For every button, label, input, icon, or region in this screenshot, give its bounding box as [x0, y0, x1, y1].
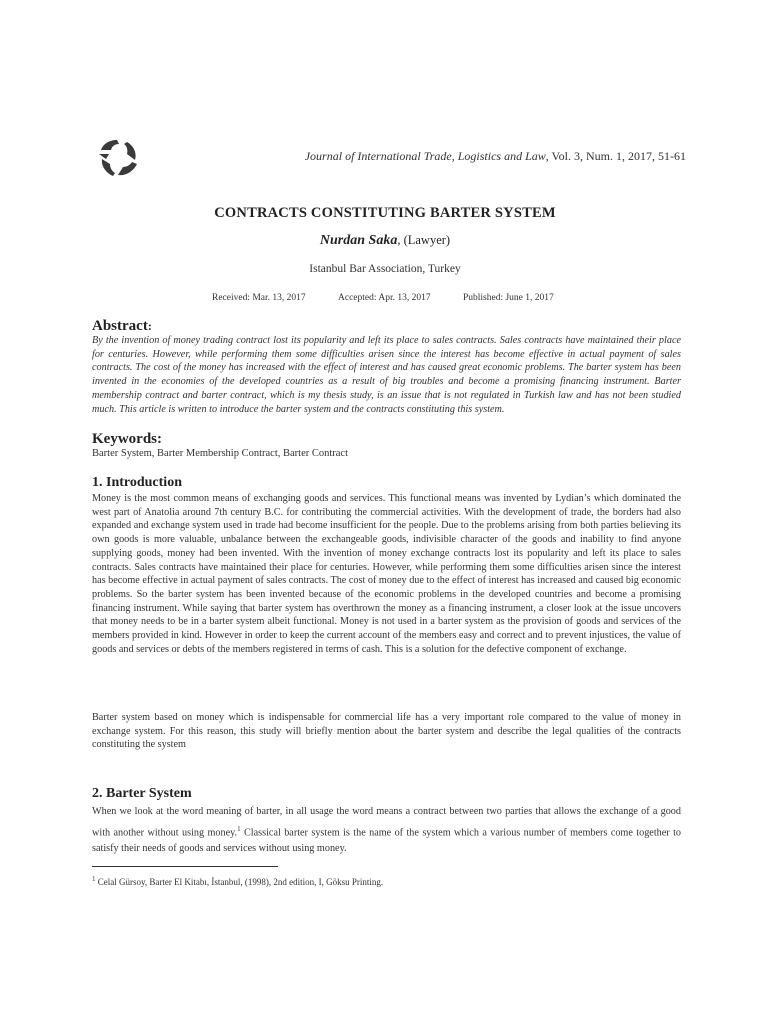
abstract-heading: Abstract:	[92, 318, 152, 334]
author-line	[0, 233, 770, 249]
footnote-mark: 1	[92, 875, 96, 883]
footnote-text: Celal Gürsoy, Barter El Kitabı, İstanbul, (1998), 2nd edition, I, Göksu Printing.	[95, 877, 384, 887]
paper-title: CONTRACTS CONSTITUTING BARTER SYSTEM	[214, 205, 556, 221]
received-date: Received: Mar. 13, 2017	[212, 293, 306, 303]
author-name: Nurdan Saka	[319, 233, 398, 248]
publication-dates	[212, 293, 554, 303]
author-role: , (Lawyer)	[397, 233, 451, 247]
journal-issue: , Vol. 3, Num. 1, 2017, 51-61	[545, 149, 686, 163]
accepted-date: Accepted: Apr. 13, 2017	[338, 293, 431, 303]
journal-logo-icon	[97, 138, 141, 178]
journal-citation	[250, 149, 686, 164]
footnote-divider	[92, 866, 278, 867]
published-date: Published: June 1, 2017	[463, 293, 554, 303]
introduction-paragraph-1: Money is the most common means of exchanging goods and services. This functional means was invented by Lydian’s which dominated the west part of Anatolia around 7th century B.C. for contributing the commercial activities. With the development of trade, the borders had also expanded and exchange system used in trade had become insufficient for the people. Due to the problems arising from both parties believing its own goods is more valuable, unbalance between the exchangeable goods, indivisible character of the goods and inability to find anyone supplying goods, money had been invented. With the invention of money exchange contracts lost its popularity and left its place to sales contracts. Sales contracts have maintained their place for centuries. However, while performing them some difficulties arisen since the interest has become effective in actual payment of sales contracts. The cost of money due to the effect of interest has increased and caused big economic problems. So the barter system has been invented because of the economic problems in the developed countries and become a promising financing instrument. While saying that barter system has overthrown the money as a financing instrument, a closer look at the issue uncovers that money needs to be in a barter system albeit functional. Money is not used in a barter system as the provision of goods and services of the members provided in kind. However in order to keep the current account of the members easy and correct and to prevent injustices, the value of goods and services or debts of the members registered in terms of cash. This is a solution for the defective component of exchange.	[92, 493, 681, 655]
keywords-text: Barter System, Barter Membership Contract, Barter Contract	[92, 448, 349, 459]
author-affiliation: Istanbul Bar Association, Turkey	[309, 263, 461, 275]
barter-system-heading: 2. Barter System	[92, 786, 192, 801]
introduction-heading: 1. Introduction	[92, 475, 182, 490]
introduction-paragraph-2: Barter system based on money which is indispensable for commercial life has a very important role compared to the value of money in exchange system. For this reason, this study will briefly mention about the barter system and describe the legal qualities of the contracts constituting the system	[92, 712, 681, 751]
journal-name: Journal of International Trade, Logistics and Law	[304, 149, 546, 163]
footnote-reference[interactable]: 1	[237, 824, 241, 833]
barter-system-paragraph: When we look at the word meaning of barter, in all usage the word means a contract between two parties that allows the exchange of a good with another without using money.$^1$ Classical barter system is the name of the system which a various number of members come together to satisfy their needs of goods and services without using money.	[92, 806, 681, 855]
abstract-text: By the invention of money trading contract lost its popularity and left its place to sales contracts. Sales contracts have maintained their place for centuries. However, while performing them some difficulties arisen since the interest has become effective in actual payment of sales contracts. The cost of the money has increased with the effect of interest and has caused great economic problems. The barter system has been invented in the economies of the developed countries as a result of big troubles and become a promising financing instrument. Barter membership contract and barter contract, which is my thesis study, is an issue that is not regulated in Turkish law and has not been studied much. This article is written to introduce the barter system and the contracts constituting this system.	[92, 335, 681, 415]
keywords-heading: Keywords:	[92, 431, 162, 447]
footnote	[92, 875, 383, 887]
